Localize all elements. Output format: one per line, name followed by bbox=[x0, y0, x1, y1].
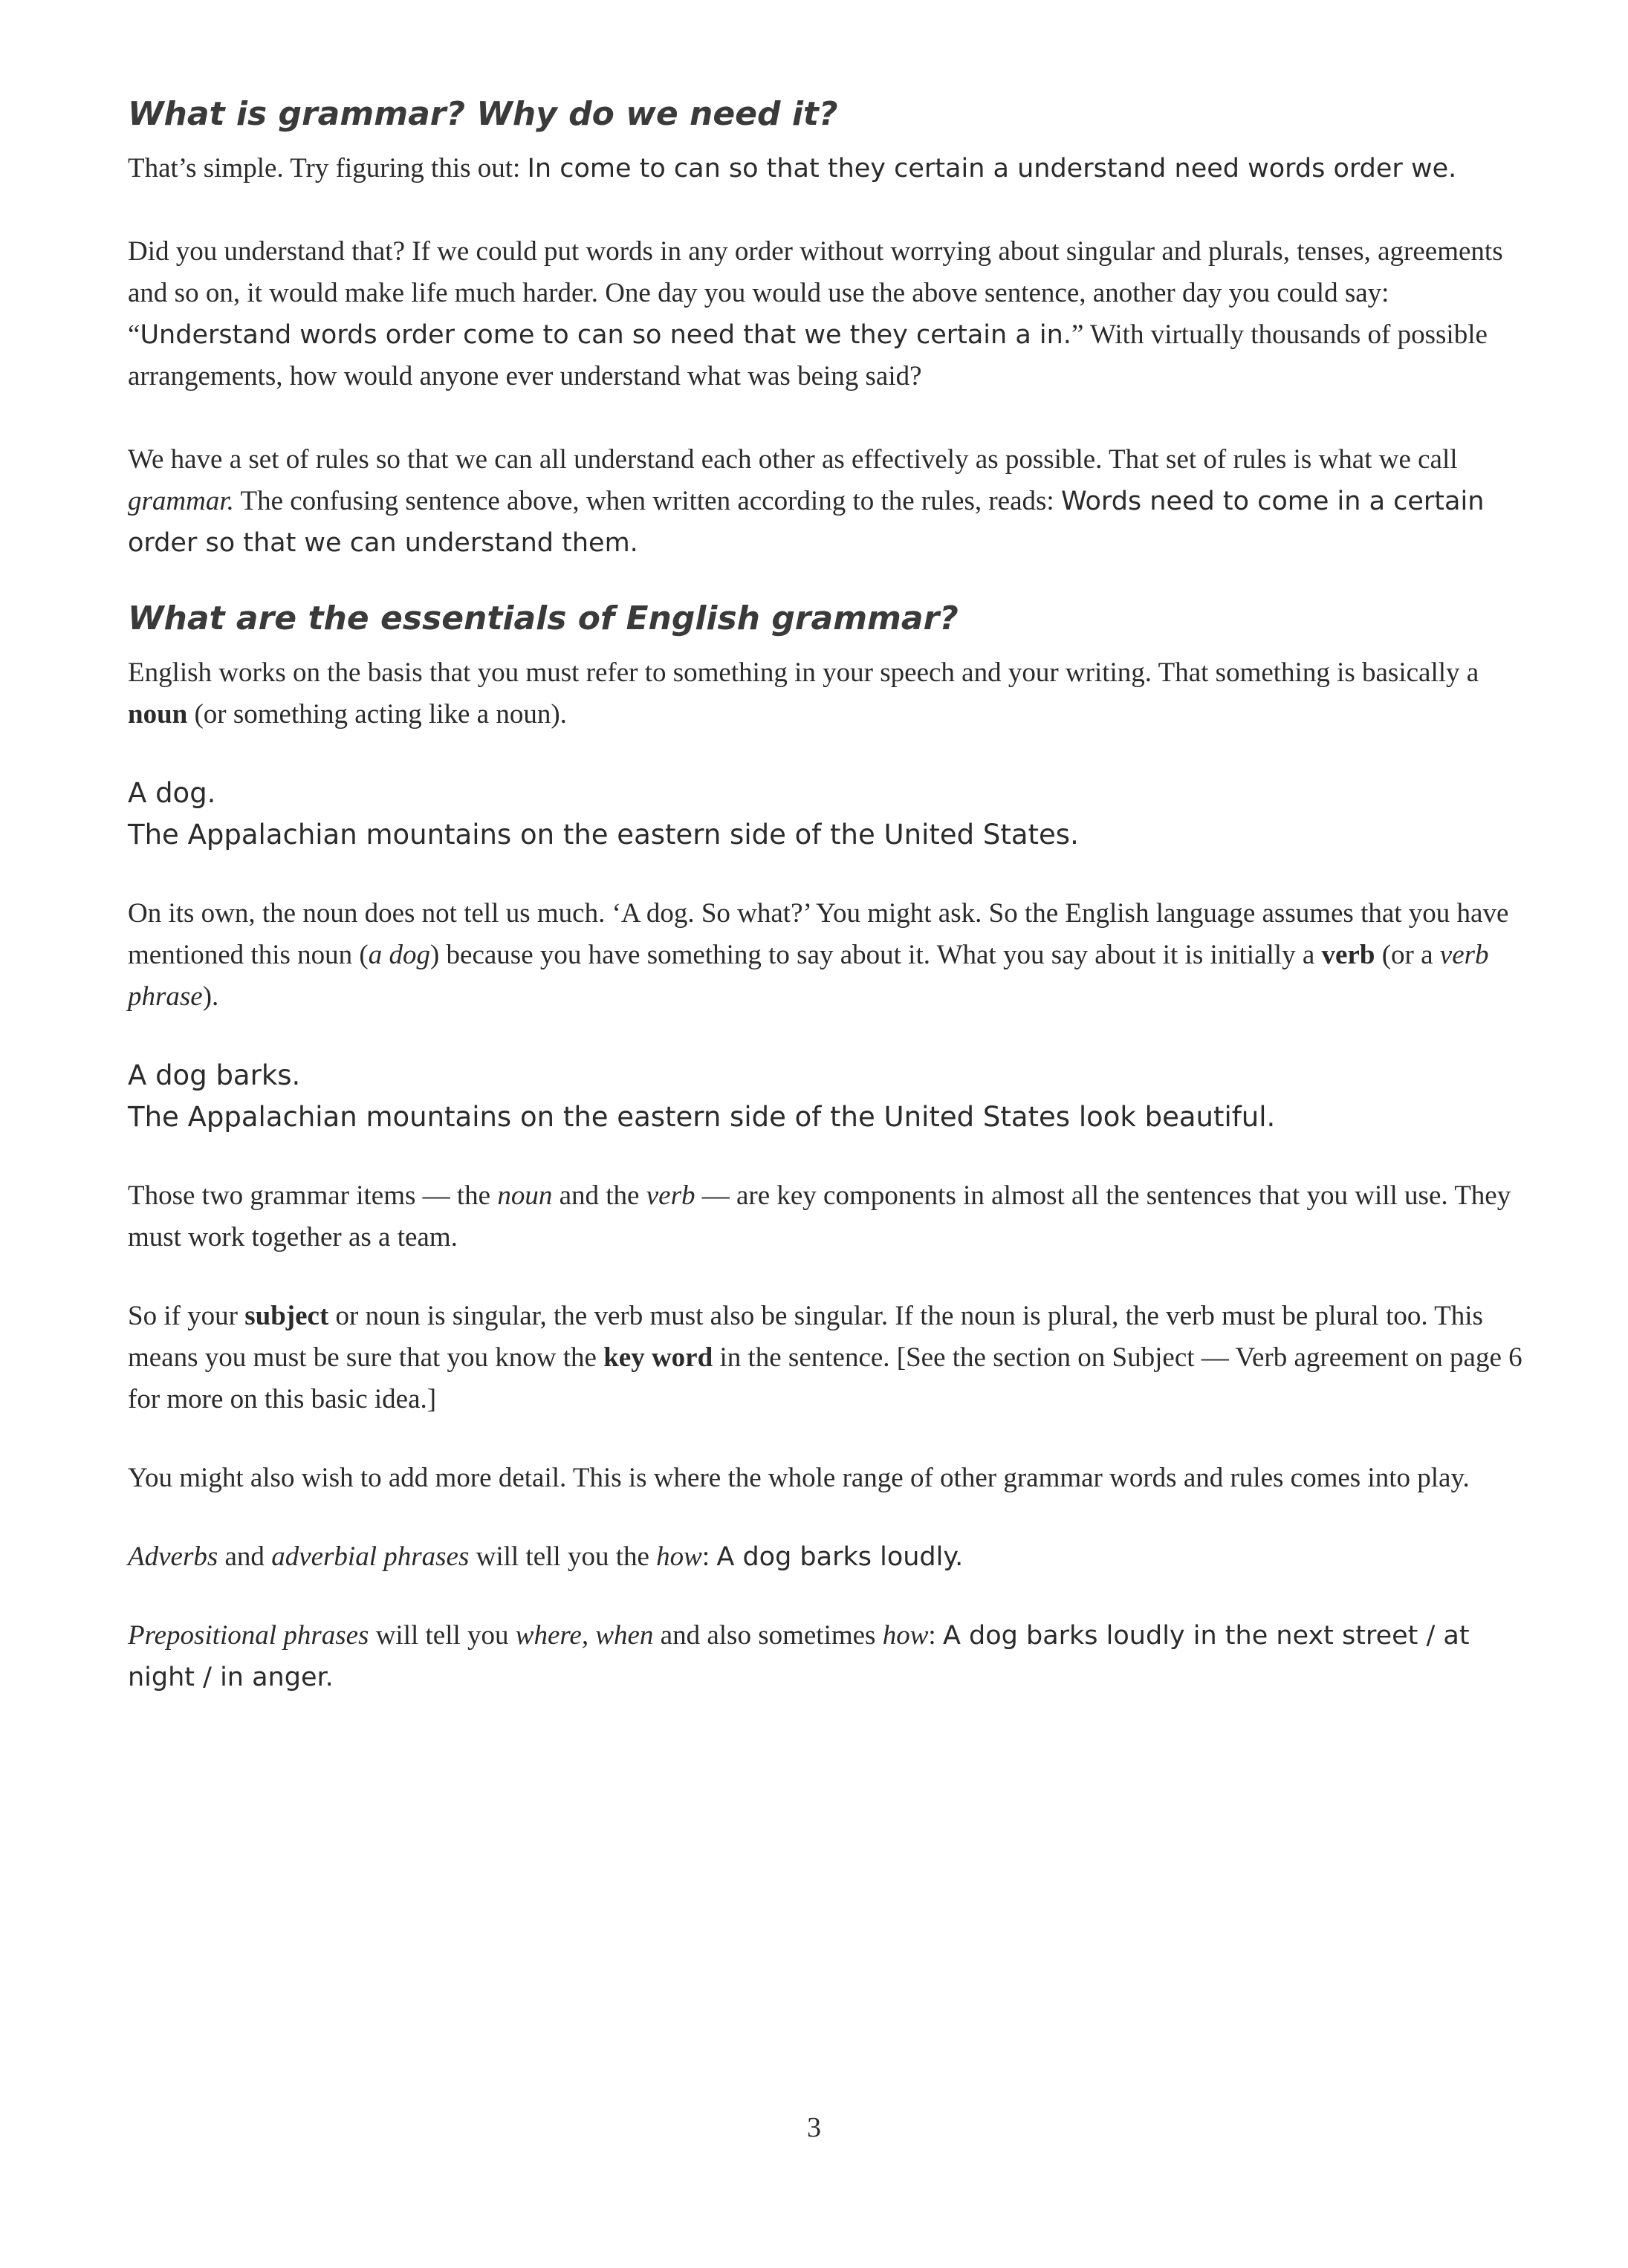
example-block-nouns bbox=[128, 773, 1540, 856]
paragraph-set-of-rules: We have a set of rules so that we can all understand each other as effectively as possible. That set of rules is what we call grammar. The confusing sentence above, when written according to the rules, reads: Words need to come in a certain order so that we can understand them. bbox=[128, 443, 1485, 558]
adverb-example: A dog barks loudly. bbox=[716, 1541, 964, 1572]
paragraph-more-detail: You might also wish to add more detail. This is where the whole range of other grammar words and rules comes into play. bbox=[128, 1462, 1470, 1493]
page-content bbox=[128, 95, 1540, 1698]
prepositional-example: A dog barks loudly in the next street / at night / in anger. bbox=[128, 1620, 1470, 1692]
page-number: 3 bbox=[807, 2112, 821, 2143]
paragraph-adverbs: Adverbs and adverbial phrases will tell you the how: A dog barks loudly. bbox=[128, 1541, 964, 1572]
paragraph-noun-basis: English works on the basis that you must refer to something in your speech and your writing. That something is basically a noun (or something acting like a noun). bbox=[128, 657, 1479, 730]
example-line: A dog barks. bbox=[128, 1059, 301, 1091]
paragraph-subject-agreement: So if your subject or noun is singular, the verb must also be singular. If the noun is plural, the verb must be plural too. This means you must be sure that you know the key word in the sentence. [See the section on Subject — Verb agreement on page 6 for more on this basic idea.] bbox=[128, 1300, 1522, 1414]
paragraph-prepositional: Prepositional phrases will tell you where, when and also sometimes how: A dog barks loudly in the next street / at night / in anger. bbox=[128, 1619, 1470, 1692]
example-line: The Appalachian mountains on the eastern side of the United States. bbox=[128, 818, 1079, 851]
scrambled-sentence: In come to can so that they certain a understand need words order we. bbox=[527, 153, 1457, 183]
paragraph-noun-verb-team: Those two grammar items — the noun and the verb — are key components in almost all the sentences that you will use. They must work together as a team. bbox=[128, 1180, 1511, 1252]
paragraph-word-order: Did you understand that? If we could put words in any order without worrying about singular and plurals, tenses, agreements and so on, it would make life much harder. One day you would use the above sentence, another day you could say: “Understand words order come to can so need that we they certain a in.” With virtually thousands of possible arrangements, how would anyone ever understand what was being said? bbox=[128, 235, 1503, 391]
example-line: A dog. bbox=[128, 776, 216, 809]
example-block-verbs bbox=[128, 1055, 1540, 1138]
paragraph-noun-alone: On its own, the noun does not tell us much. ‘A dog. So what?’ You might ask. So the English language assumes that you have mentioned this noun (a dog) because you have something to say about it. What you say about it is initially a verb (or a verb phrase). bbox=[128, 897, 1509, 1012]
example-line: The Appalachian mountains on the eastern side of the United States look beautiful. bbox=[128, 1100, 1276, 1133]
paragraph-simple: That’s simple. Try figuring this out: In come to can so that they certain a understand need words order we. bbox=[128, 152, 1457, 183]
section-heading-what-is-grammar: What is grammar? Why do we need it? bbox=[128, 95, 838, 133]
section-heading-essentials: What are the essentials of English grammar? bbox=[128, 599, 959, 637]
correct-sentence: Words need to come in a certain order so that we can understand them. bbox=[128, 486, 1485, 558]
scrambled-sentence-2: Understand words order come to can so need that we they certain a in. bbox=[140, 319, 1071, 350]
